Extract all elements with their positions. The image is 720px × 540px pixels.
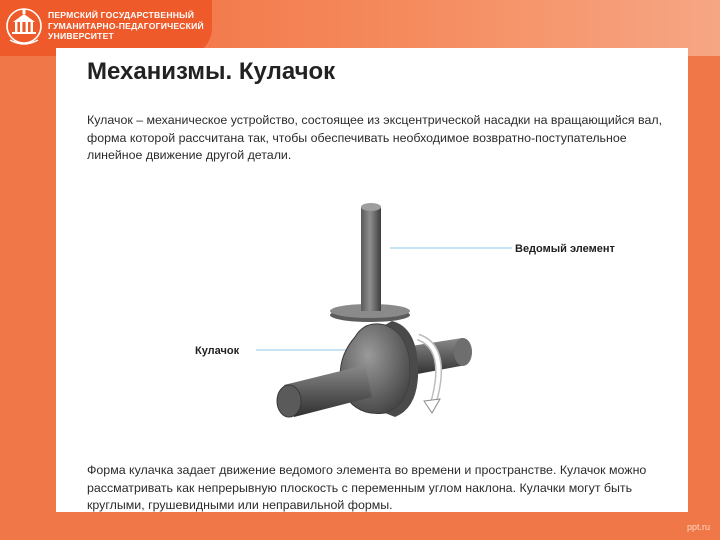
university-name-line-3: УНИВЕРСИТЕТ: [48, 31, 114, 42]
cam-mechanism-illustration: [180, 195, 650, 435]
follower-label: Ведомый элемент: [515, 243, 615, 255]
university-name: [48, 10, 208, 42]
university-name-line-2: ГУМАНИТАРНО-ПЕДАГОГИЧЕСКИЙ: [48, 20, 204, 31]
university-emblem-icon: [4, 6, 44, 50]
shape-description-paragraph: Форма кулачка задает движение ведомого элемента во времени и пространстве. Кулачок можно рассматривать как непрерывную плоскость с переменным углом наклона. Кулачки могут быть круглыми, грушевидными или неправильной формы.: [87, 463, 647, 512]
cam-label: Кулачок: [195, 345, 240, 357]
shaft-front: [277, 365, 372, 417]
follower-rod: [361, 203, 381, 311]
university-name-line-1: ПЕРМСКИЙ ГОСУДАРСТВЕННЫЙ: [48, 10, 195, 20]
slide-title: Механизмы. Кулачок: [87, 58, 336, 85]
watermark: ppt.ru: [686, 522, 710, 532]
definition-paragraph: Кулачок – механическое устройство, состоящее из эксцентрической насадки на вращающийся вал, форма которой рассчитана так, чтобы обеспечивать необходимое возвратно-поступательное линейное движение другой детали.: [87, 113, 663, 162]
